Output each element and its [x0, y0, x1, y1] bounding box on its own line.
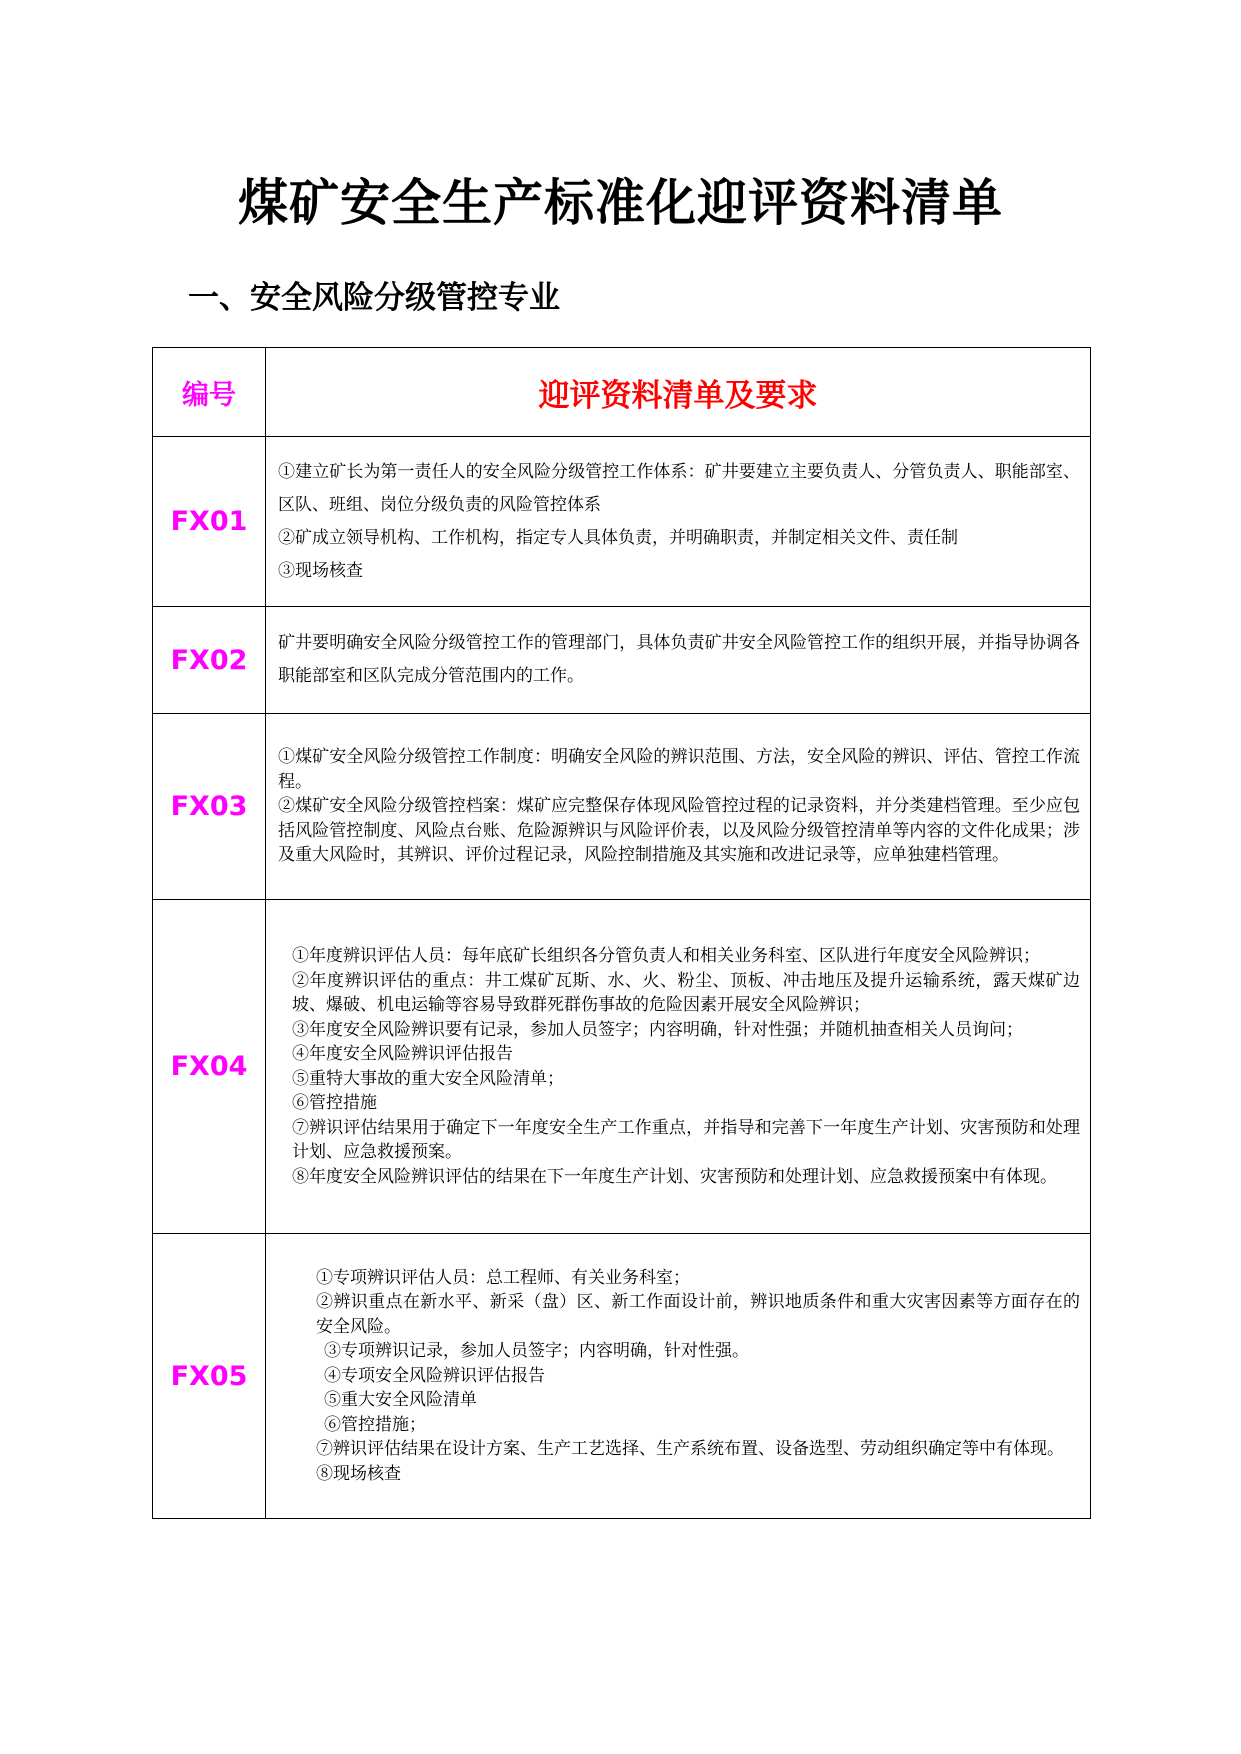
row-requirements	[266, 1234, 1091, 1519]
requirement-line: ⑦辨识评估结果用于确定下一年度安全生产工作重点，并指导和完善下一年度生产计划、灾害预防和处理计划、应急救援预案。	[292, 1117, 1080, 1162]
table-row	[153, 1234, 1091, 1519]
requirement-line: ⑤重特大事故的重大安全风险清单；	[292, 1068, 564, 1089]
requirement-line: ③专项辨识记录，参加人员签字；内容明确，针对性强。	[324, 1341, 749, 1362]
table-header-row	[153, 348, 1091, 437]
row-id: FX04	[153, 900, 266, 1234]
requirements-column-header: 迎评资料清单及要求	[266, 348, 1091, 437]
section-heading: 一、安全风险分级管控专业	[188, 280, 560, 316]
requirement-line: ①煤矿安全风险分级管控工作制度：明确安全风险的辨识范围、方法，安全风险的辨识、评估、管控工作流程。	[278, 747, 1080, 792]
requirement-line: ②矿成立领导机构、工作机构，指定专人具体负责，并明确职责，并制定相关文件、责任制	[278, 527, 958, 548]
requirement-line: ④专项安全风险辨识评估报告	[324, 1365, 545, 1386]
row-requirements	[266, 437, 1091, 607]
row-requirements	[266, 900, 1091, 1234]
requirement-line: ①年度辨识评估人员：每年底矿长组织各分管负责人和相关业务科室、区队进行年度安全风险辨识；	[292, 946, 1040, 966]
id-column-header: 编号	[153, 348, 266, 437]
requirement-line: ①建立矿长为第一责任人的安全风险分级管控工作体系：矿井要建立主要负责人、分管负责人、职能部室、区队、班组、岗位分级负责的风险管控体系	[278, 461, 1080, 515]
row-id: FX02	[153, 607, 266, 714]
requirement-line: ⑧现场核查	[316, 1463, 401, 1484]
row-requirements	[266, 714, 1091, 900]
requirement-line: ③现场核查	[278, 560, 363, 581]
requirement-line: ④年度安全风险辨识评估报告	[292, 1044, 513, 1064]
row-id: FX05	[153, 1234, 266, 1519]
requirement-line: ⑦辨识评估结果在设计方案、生产工艺选择、生产系统布置、设备选型、劳动组织确定等中有体现。	[316, 1439, 1064, 1460]
document-title: 煤矿安全生产标准化迎评资料清单	[238, 174, 1003, 232]
requirements-table	[152, 347, 1091, 1519]
table-row	[153, 900, 1091, 1234]
requirement-line: ⑥管控措施	[292, 1093, 377, 1113]
row-requirements	[266, 607, 1091, 714]
requirement-line: ⑥管控措施；	[324, 1414, 426, 1435]
requirement-line: ①专项辨识评估人员：总工程师、有关业务科室；	[316, 1267, 690, 1288]
row-id: FX03	[153, 714, 266, 900]
row-id: FX01	[153, 437, 266, 607]
table-row	[153, 607, 1091, 714]
table-row	[153, 714, 1091, 900]
requirement-line: ⑤重大安全风险清单	[324, 1390, 477, 1411]
requirement-line: ②煤矿安全风险分级管控档案：煤矿应完整保存体现风险管控过程的记录资料，并分类建档管理。至少应包括风险管控制度、风险点台账、危险源辨识与风险评价表，以及风险分级管控清单等内容的文件化成果；涉及重大风险时，其辨识、评价过程记录，风险控制措施及其实施和改进记录等，应单独建档管理。	[278, 796, 1080, 866]
requirement-line: ⑧年度安全风险辨识评估的结果在下一年度生产计划、灾害预防和处理计划、应急救援预案中有体现。	[292, 1166, 1057, 1187]
table-row	[153, 437, 1091, 607]
requirement-line: ②辨识重点在新水平、新采（盘）区、新工作面设计前，辨识地质条件和重大灾害因素等方面存在的安全风险。	[316, 1292, 1080, 1337]
requirement-line: 矿井要明确安全风险分级管控工作的管理部门，具体负责矿井安全风险管控工作的组织开展，并指导协调各职能部室和区队完成分管范围内的工作。	[278, 633, 1080, 686]
requirement-line: ③年度安全风险辨识要有记录，参加人员签字；内容明确，针对性强；并随机抽查相关人员询问；	[292, 1019, 1023, 1040]
requirement-line: ②年度辨识评估的重点：井工煤矿瓦斯、水、火、粉尘、顶板、冲击地压及提升运输系统，露天煤矿边坡、爆破、机电运输等容易导致群死群伤事故的危险因素开展安全风险辨识；	[292, 970, 1080, 1015]
